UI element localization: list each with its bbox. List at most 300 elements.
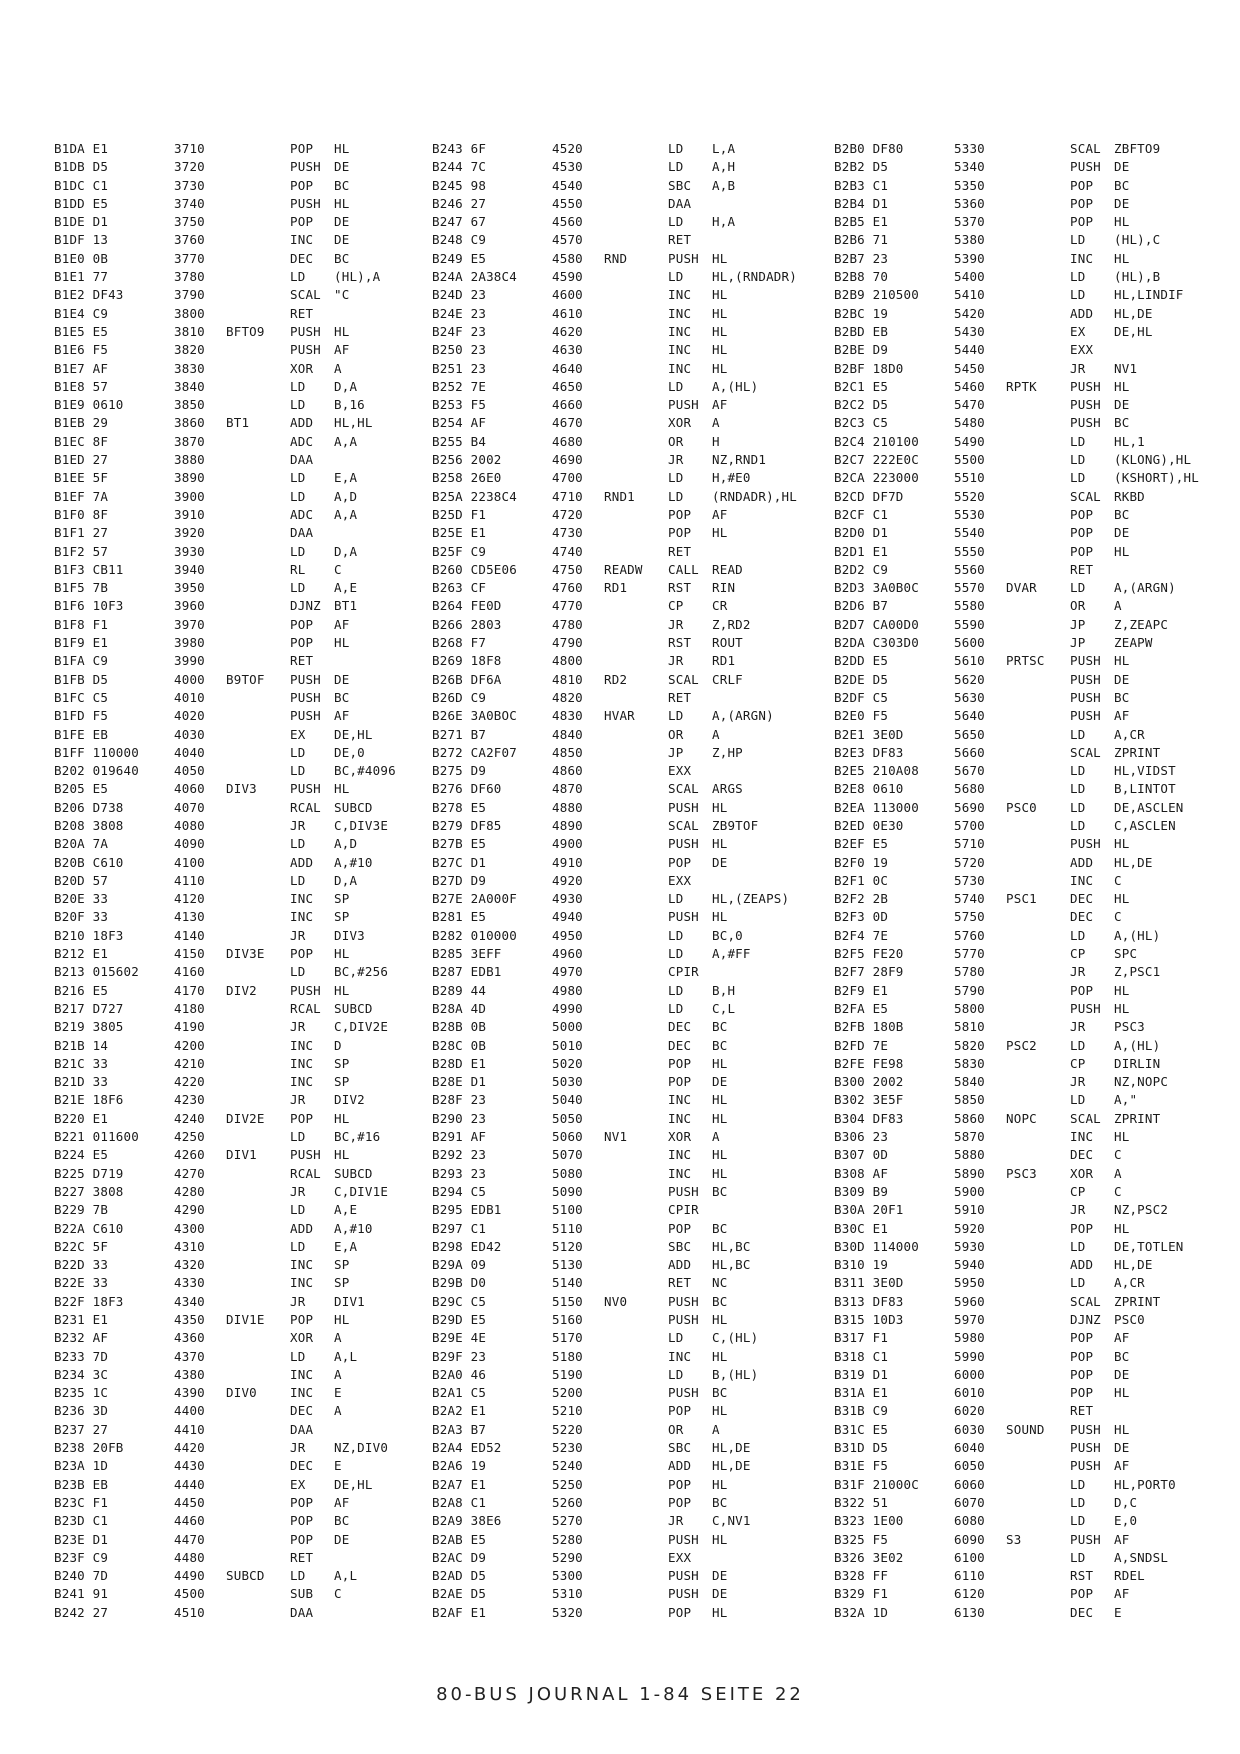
operand: PSC3 [1114,1019,1145,1035]
opcode: JR [1070,964,1086,980]
address-bytes: B24D 23 [432,287,487,303]
address-bytes: B216 E5 [54,982,109,998]
address-bytes: B251 23 [432,360,487,376]
operand: A,CR [1114,726,1145,742]
opcode: LD [1070,452,1086,468]
opcode: SCAL [290,287,321,303]
operand: RIN [712,580,736,596]
address-bytes: B1E7 AF [54,360,109,376]
address-bytes: B1E1 77 [54,269,109,285]
line-number: 5860 [954,1110,985,1126]
address-bytes: B245 98 [432,177,487,193]
opcode: POP [290,1494,314,1510]
line-number: 4210 [174,1055,205,1071]
operand: HL [1114,378,1130,394]
opcode: POP [1070,1366,1094,1382]
address-bytes: B30D 114000 [834,1238,919,1254]
line-number: 5090 [552,1183,583,1199]
opcode: PUSH [668,1531,699,1547]
line-number: 6080 [954,1513,985,1529]
opcode: RCAL [290,799,321,815]
opcode: INC [1070,250,1094,266]
address-bytes: B1FA C9 [54,653,109,669]
address-bytes: B1F3 CB11 [54,561,124,577]
address-bytes: B29F 23 [432,1348,487,1364]
line-number: 4120 [174,891,205,907]
label: S3 [1006,1531,1022,1547]
line-number: 4740 [552,543,583,559]
operand: BC,#16 [334,1129,381,1145]
line-number: 5220 [552,1421,583,1437]
opcode: PUSH [1070,689,1101,705]
address-bytes: B31D D5 [834,1440,889,1456]
line-number: 5910 [954,1202,985,1218]
line-number: 5250 [552,1476,583,1492]
address-bytes: B2F9 E1 [834,982,889,998]
opcode: JR [290,1293,306,1309]
opcode: OR [1070,598,1086,614]
opcode: LD [1070,763,1086,779]
operand: A,(HL) [1114,1037,1161,1053]
operand: SP [334,1074,350,1090]
line-number: 4990 [552,1000,583,1016]
operand: BC [1114,1348,1130,1364]
address-bytes: B2B4 D1 [834,195,889,211]
opcode: LD [290,580,306,596]
operand: C,NV1 [712,1513,751,1529]
opcode: RET [290,1549,314,1565]
operand: DE [334,671,350,687]
opcode: LD [1070,1494,1086,1510]
operand: A,H [712,159,736,175]
line-number: 4190 [174,1019,205,1035]
opcode: LD [290,763,306,779]
address-bytes: B1E8 57 [54,378,109,394]
address-bytes: B1DD E5 [54,195,109,211]
line-number: 4440 [174,1476,205,1492]
label: RD1 [604,580,628,596]
opcode: RCAL [290,1000,321,1016]
line-number: 4180 [174,1000,205,1016]
operand: BC [712,1494,728,1510]
line-number: 4930 [552,891,583,907]
address-bytes: B271 B7 [432,726,487,742]
opcode: DEC [290,1403,314,1419]
opcode: INC [668,1147,692,1163]
address-bytes: B1F9 E1 [54,635,109,651]
line-number: 5890 [954,1165,985,1181]
line-number: 5400 [954,269,985,285]
line-number: 5530 [954,506,985,522]
operand: BC,#4096 [334,763,396,779]
opcode: XOR [1070,1165,1094,1181]
line-number: 5920 [954,1220,985,1236]
line-number: 5130 [552,1257,583,1273]
operand: A,D [334,836,358,852]
operand: C [1114,872,1122,888]
operand: RD1 [712,653,736,669]
address-bytes: B22D 33 [54,1257,109,1273]
address-bytes: B23F C9 [54,1549,109,1565]
operand: AF [334,708,350,724]
address-bytes: B25E E1 [432,525,487,541]
line-number: 5060 [552,1129,583,1145]
opcode: DEC [668,1037,692,1053]
address-bytes: B306 23 [834,1129,889,1145]
opcode: CP [1070,1183,1086,1199]
line-number: 4550 [552,195,583,211]
address-bytes: B2C3 C5 [834,415,889,431]
address-bytes: B322 51 [834,1494,889,1510]
address-bytes: B24E 23 [432,305,487,321]
address-bytes: B1F6 10F3 [54,598,124,614]
address-bytes: B2D1 E1 [834,543,889,559]
line-number: 5210 [552,1403,583,1419]
operand: BC [334,250,350,266]
opcode: LD [668,488,684,504]
address-bytes: B235 1C [54,1385,109,1401]
operand: HL,DE [1114,305,1153,321]
opcode: EXX [668,872,692,888]
line-number: 6060 [954,1476,985,1492]
address-bytes: B279 DF85 [432,817,502,833]
opcode: INC [668,305,692,321]
line-number: 4110 [174,872,205,888]
address-bytes: B2B5 E1 [834,214,889,230]
opcode: LD [668,708,684,724]
operand: NV1 [1114,360,1138,376]
line-number: 6120 [954,1586,985,1602]
line-number: 4030 [174,726,205,742]
line-number: 3890 [174,470,205,486]
opcode: LD [1070,232,1086,248]
address-bytes: B2B9 210500 [834,287,919,303]
line-number: 5540 [954,525,985,541]
address-bytes: B2DF C5 [834,689,889,705]
line-number: 5930 [954,1238,985,1254]
opcode: LD [1070,1238,1086,1254]
operand: HL,VIDST [1114,763,1176,779]
line-number: 3940 [174,561,205,577]
opcode: ADD [1070,1257,1094,1273]
line-number: 5460 [954,378,985,394]
line-number: 4460 [174,1513,205,1529]
opcode: ADD [290,415,314,431]
line-number: 5570 [954,580,985,596]
address-bytes: B29B D0 [432,1275,487,1291]
line-number: 4710 [552,488,583,504]
operand: A,B [712,177,736,193]
operand: D,A [334,872,358,888]
line-number: 4480 [174,1549,205,1565]
operand: ROUT [712,635,743,651]
operand: NZ,NOPC [1114,1074,1169,1090]
line-number: 3740 [174,195,205,211]
address-bytes: B275 D9 [432,763,487,779]
address-bytes: B25D F1 [432,506,487,522]
operand: BC [712,1183,728,1199]
operand: C [1114,909,1122,925]
line-number: 5110 [552,1220,583,1236]
operand: Z,HP [712,744,743,760]
line-number: 5030 [552,1074,583,1090]
operand: HL [712,1055,728,1071]
opcode: EX [1070,323,1086,339]
label: RPTK [1006,378,1037,394]
opcode: LD [1070,1275,1086,1291]
line-number: 5870 [954,1129,985,1145]
line-number: 4760 [552,580,583,596]
operand: ZBFTO9 [1114,141,1161,156]
opcode: LD [1070,433,1086,449]
line-number: 5020 [552,1055,583,1071]
address-bytes: B276 DF60 [432,781,502,797]
line-number: 6030 [954,1421,985,1437]
address-bytes: B31F 21000C [834,1476,919,1492]
opcode: RL [290,561,306,577]
address-bytes: B2ED 0E30 [834,817,904,833]
opcode: CP [1070,946,1086,962]
operand: A,L [334,1348,358,1364]
operand: A,SNDSL [1114,1549,1169,1565]
line-number: 3880 [174,452,205,468]
line-number: 4650 [552,378,583,394]
operand: A,(ARGN) [712,708,774,724]
address-bytes: B1DE D1 [54,214,109,230]
opcode: SCAL [1070,488,1101,504]
opcode: POP [668,1403,692,1419]
line-number: 4380 [174,1366,205,1382]
line-number: 4600 [552,287,583,303]
address-bytes: B1E4 C9 [54,305,109,321]
line-number: 4500 [174,1586,205,1602]
address-bytes: B302 3E5F [834,1092,904,1108]
address-bytes: B2CA 223000 [834,470,919,486]
operand: C,DIV2E [334,1019,389,1035]
line-number: 3810 [174,323,205,339]
operand: HL [334,141,350,156]
operand: SP [334,1257,350,1273]
operand: A [712,1129,720,1145]
line-number: 5630 [954,689,985,705]
line-number: 6070 [954,1494,985,1510]
address-bytes: B2E5 210A08 [834,763,919,779]
opcode: POP [1070,1330,1094,1346]
address-bytes: B243 6F [432,141,487,156]
operand: HL [712,1312,728,1327]
address-bytes: B1EF 7A [54,488,109,504]
address-bytes: B254 AF [432,415,487,431]
opcode: RET [1070,1403,1094,1419]
line-number: 5560 [954,561,985,577]
operand: L,A [712,141,736,156]
opcode: LD [1070,580,1086,596]
operand: HL,(ZEAPS) [712,891,790,907]
opcode: RST [1070,1568,1094,1584]
line-number: 4330 [174,1275,205,1291]
opcode: PUSH [1070,671,1101,687]
opcode: CPIR [668,964,699,980]
operand: HL [1114,1129,1130,1145]
opcode: ADD [1070,305,1094,321]
line-number: 4520 [552,141,583,156]
operand: C [334,561,342,577]
line-number: 4350 [174,1312,205,1327]
operand: BT1 [334,598,358,614]
opcode: LD [290,543,306,559]
label: PSC1 [1006,891,1037,907]
line-number: 3790 [174,287,205,303]
line-number: 4420 [174,1440,205,1456]
operand: A [334,1366,342,1382]
operand: DE [1114,159,1130,175]
operand: A,#10 [334,1220,373,1236]
address-bytes: B2BE D9 [834,342,889,358]
address-bytes: B2AD D5 [432,1568,487,1584]
address-bytes: B256 2002 [432,452,502,468]
opcode: EX [290,726,306,742]
address-bytes: B29D E5 [432,1312,487,1327]
operand: DE [334,214,350,230]
line-number: 4780 [552,616,583,632]
operand: DE [1114,1366,1130,1382]
line-number: 5520 [954,488,985,504]
operand: DE,TOTLEN [1114,1238,1184,1254]
line-number: 6040 [954,1440,985,1456]
operand: HL [1114,1220,1130,1236]
operand: BC [712,1220,728,1236]
opcode: JR [290,1440,306,1456]
opcode: POP [1070,1586,1094,1602]
opcode: POP [290,1110,314,1126]
operand: HL,BC [712,1257,751,1273]
operand: SP [334,891,350,907]
opcode: POP [290,177,314,193]
address-bytes: B20D 57 [54,872,109,888]
operand: AF [1114,1586,1130,1602]
line-number: 4370 [174,1348,205,1364]
opcode: POP [290,141,314,156]
opcode: LD [290,470,306,486]
opcode: POP [1070,982,1094,998]
line-number: 4470 [174,1531,205,1547]
operand: HL,BC [712,1238,751,1254]
opcode: PUSH [668,1293,699,1309]
opcode: PUSH [668,799,699,815]
opcode: DJNZ [290,598,321,614]
opcode: RET [290,653,314,669]
operand: C,L [712,1000,736,1016]
line-number: 4250 [174,1129,205,1145]
line-number: 5160 [552,1312,583,1327]
address-bytes: B206 D738 [54,799,124,815]
address-bytes: B20E 33 [54,891,109,907]
operand: A,#10 [334,854,373,870]
line-number: 4260 [174,1147,205,1163]
opcode: OR [668,726,684,742]
line-number: 5990 [954,1348,985,1364]
operand: HL,DE [1114,1257,1153,1273]
operand: E,A [334,470,358,486]
opcode: SCAL [1070,744,1101,760]
operand: AF [1114,1458,1130,1474]
opcode: POP [1070,1348,1094,1364]
operand: ZB9TOF [712,817,759,833]
address-bytes: B208 3808 [54,817,124,833]
address-bytes: B2D0 D1 [834,525,889,541]
address-bytes: B21E 18F6 [54,1092,124,1108]
line-number: 5190 [552,1366,583,1382]
opcode: POP [668,525,692,541]
line-number: 5510 [954,470,985,486]
line-number: 4790 [552,635,583,651]
operand: (HL),A [334,269,381,285]
opcode: INC [668,342,692,358]
address-bytes: B1F0 8F [54,506,109,522]
address-bytes: B249 E5 [432,250,487,266]
address-bytes: B231 E1 [54,1312,109,1327]
address-bytes: B300 2002 [834,1074,904,1090]
address-bytes: B27D D9 [432,872,487,888]
opcode: PUSH [1070,397,1101,413]
line-number: 5950 [954,1275,985,1291]
operand: H,#E0 [712,470,751,486]
line-number: 5150 [552,1293,583,1309]
address-bytes: B2FB 180B [834,1019,904,1035]
line-number: 6020 [954,1403,985,1419]
line-number: 4100 [174,854,205,870]
line-number: 5450 [954,360,985,376]
line-number: 3870 [174,433,205,449]
opcode: LD [290,269,306,285]
opcode: LD [668,982,684,998]
address-bytes: B278 E5 [432,799,487,815]
label: PSC2 [1006,1037,1037,1053]
operand: DIV1 [334,1293,365,1309]
line-number: 4340 [174,1293,205,1309]
address-bytes: B2E3 DF83 [834,744,904,760]
opcode: ADD [668,1257,692,1273]
line-number: 3960 [174,598,205,614]
operand: DE,HL [1114,323,1153,339]
opcode: LD [290,1348,306,1364]
address-bytes: B260 CD5E06 [432,561,517,577]
address-bytes: B2AC D9 [432,1549,487,1565]
address-bytes: B210 18F3 [54,927,124,943]
operand: DE [1114,671,1130,687]
operand: SUBCD [334,799,373,815]
address-bytes: B325 F5 [834,1531,889,1547]
opcode: LD [1070,799,1086,815]
line-number: 5070 [552,1147,583,1163]
address-bytes: B2C4 210100 [834,433,919,449]
label: DIV1E [226,1312,265,1327]
line-number: 5980 [954,1330,985,1346]
address-bytes: B1E5 E5 [54,323,109,339]
line-number: 4400 [174,1403,205,1419]
operand: BC [712,1019,728,1035]
line-number: 5770 [954,946,985,962]
opcode: CALL [668,561,699,577]
address-bytes: B236 3D [54,1403,109,1419]
opcode: INC [668,1092,692,1108]
operand: Z,ZEAPC [1114,616,1169,632]
operand: HL,DE [1114,854,1153,870]
address-bytes: B294 C5 [432,1183,487,1199]
operand: Z,RD2 [712,616,751,632]
address-bytes: B1FE EB [54,726,109,742]
opcode: PUSH [668,1183,699,1199]
